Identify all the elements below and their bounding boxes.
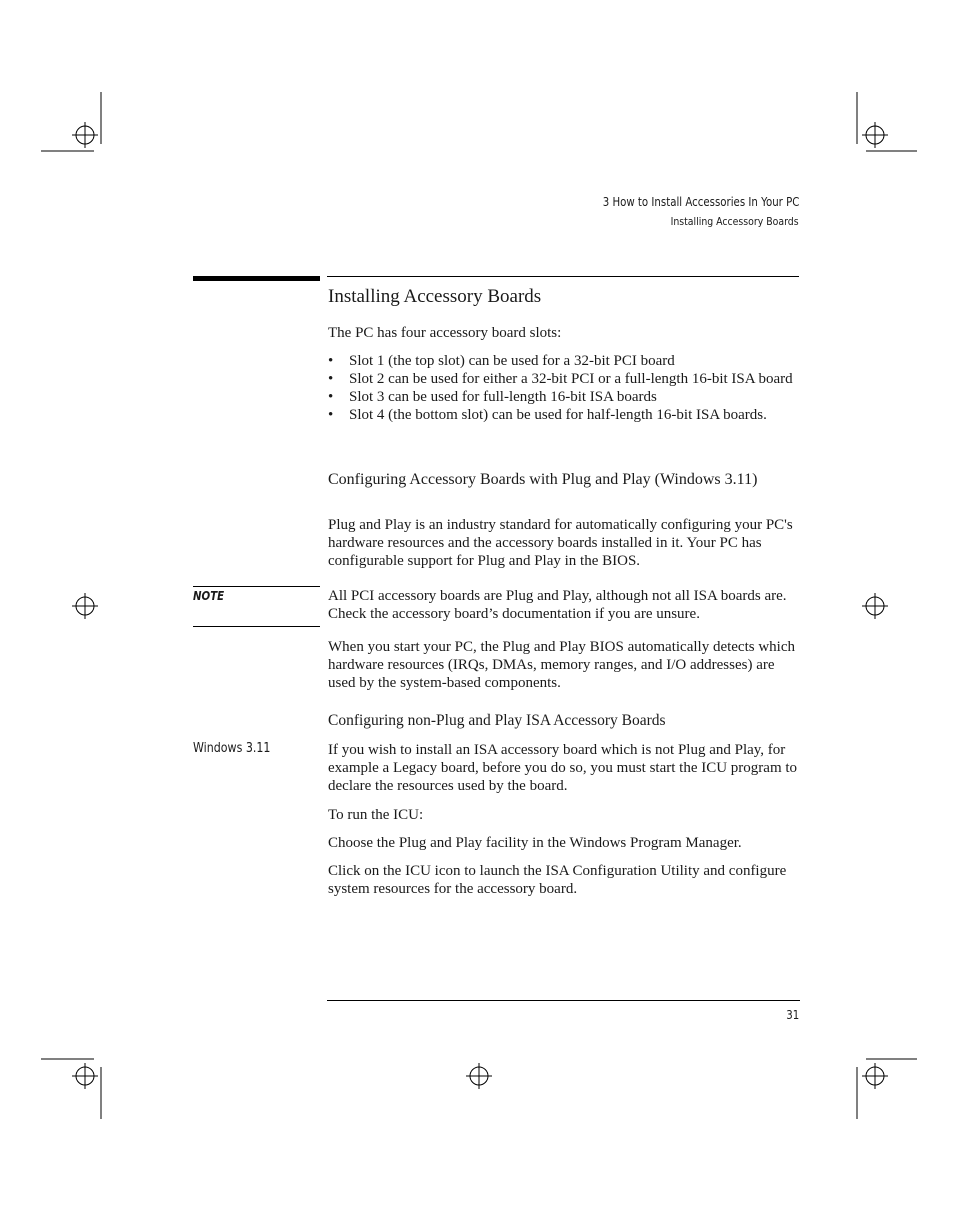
section-rule — [327, 276, 799, 277]
registration-target-icon — [465, 1062, 493, 1090]
list-item — [328, 406, 800, 424]
section-heading: Installing Accessory Boards — [328, 286, 542, 307]
run-icu-text: To run the ICU: — [328, 807, 424, 823]
registration-target-icon — [861, 592, 889, 620]
running-header-section: Installing Accessory Boards — [670, 215, 799, 228]
list-item-text: Slot 1 (the top slot) can be used for a 32-bit PCI board — [349, 353, 675, 369]
running-header-chapter: 3 How to Install Accessories In Your PC — [602, 195, 799, 209]
registration-target-icon — [861, 1062, 889, 1090]
intro-text: The PC has four accessory board slots: — [328, 325, 562, 341]
list-item — [328, 352, 800, 370]
bullet-icon: • — [328, 389, 334, 405]
footer-rule — [327, 1000, 800, 1001]
margin-label-windows: Windows 3.11 — [193, 741, 271, 756]
page-number: 31 — [786, 1008, 799, 1022]
note-text: All PCI accessory boards are Plug and Play, although not all ISA boards are. Check the accessory board’s documentation if you are unsure. — [328, 588, 787, 622]
bullet-icon: • — [328, 407, 334, 423]
bios-paragraph: When you start your PC, the Plug and Play BIOS automatically detects which hardware resources (IRQs, DMAs, memory ranges, and I/O addresses) are used by the system-based components. — [328, 639, 796, 691]
note-bottom-rule — [193, 626, 320, 627]
subheading-non-plug-and-play: Configuring non-Plug and Play ISA Accessory Boards — [328, 712, 666, 729]
section-thick-rule — [193, 276, 320, 281]
bullet-icon: • — [328, 371, 334, 387]
note-label: NOTE — [193, 589, 225, 603]
bullet-icon: • — [328, 353, 334, 369]
note-top-rule — [193, 586, 320, 587]
list-item — [328, 370, 800, 388]
icu-paragraph: If you wish to install an ISA accessory board which is not Plug and Play, for example a Legacy board, before you do so, you must start the ICU program to declare the resources used by the board. — [328, 742, 798, 794]
list-item — [328, 388, 800, 406]
step-choose-text: Choose the Plug and Play facility in the Windows Program Manager. — [328, 835, 742, 851]
list-item-text: Slot 2 can be used for either a 32-bit PCI or a full-length 16-bit ISA board — [349, 371, 793, 387]
registration-target-icon — [71, 592, 99, 620]
list-item-text: Slot 3 can be used for full-length 16-bit ISA boards — [349, 389, 657, 405]
step-click-text: Click on the ICU icon to launch the ISA Configuration Utility and configure system resources for the accessory board. — [328, 863, 787, 897]
slot-list — [328, 352, 800, 424]
list-item-text: Slot 4 (the bottom slot) can be used for half-length 16-bit ISA boards. — [349, 407, 767, 423]
registration-target-icon — [71, 121, 99, 149]
registration-target-icon — [71, 1062, 99, 1090]
registration-target-icon — [861, 121, 889, 149]
subheading-plug-and-play: Configuring Accessory Boards with Plug and Play (Windows 3.11) — [328, 471, 758, 488]
pnp-paragraph: Plug and Play is an industry standard for automatically configuring your PC's hardware resources and the accessory boards installed in it. Your PC has configurable support for Plug and Play in the BIOS. — [328, 517, 793, 569]
